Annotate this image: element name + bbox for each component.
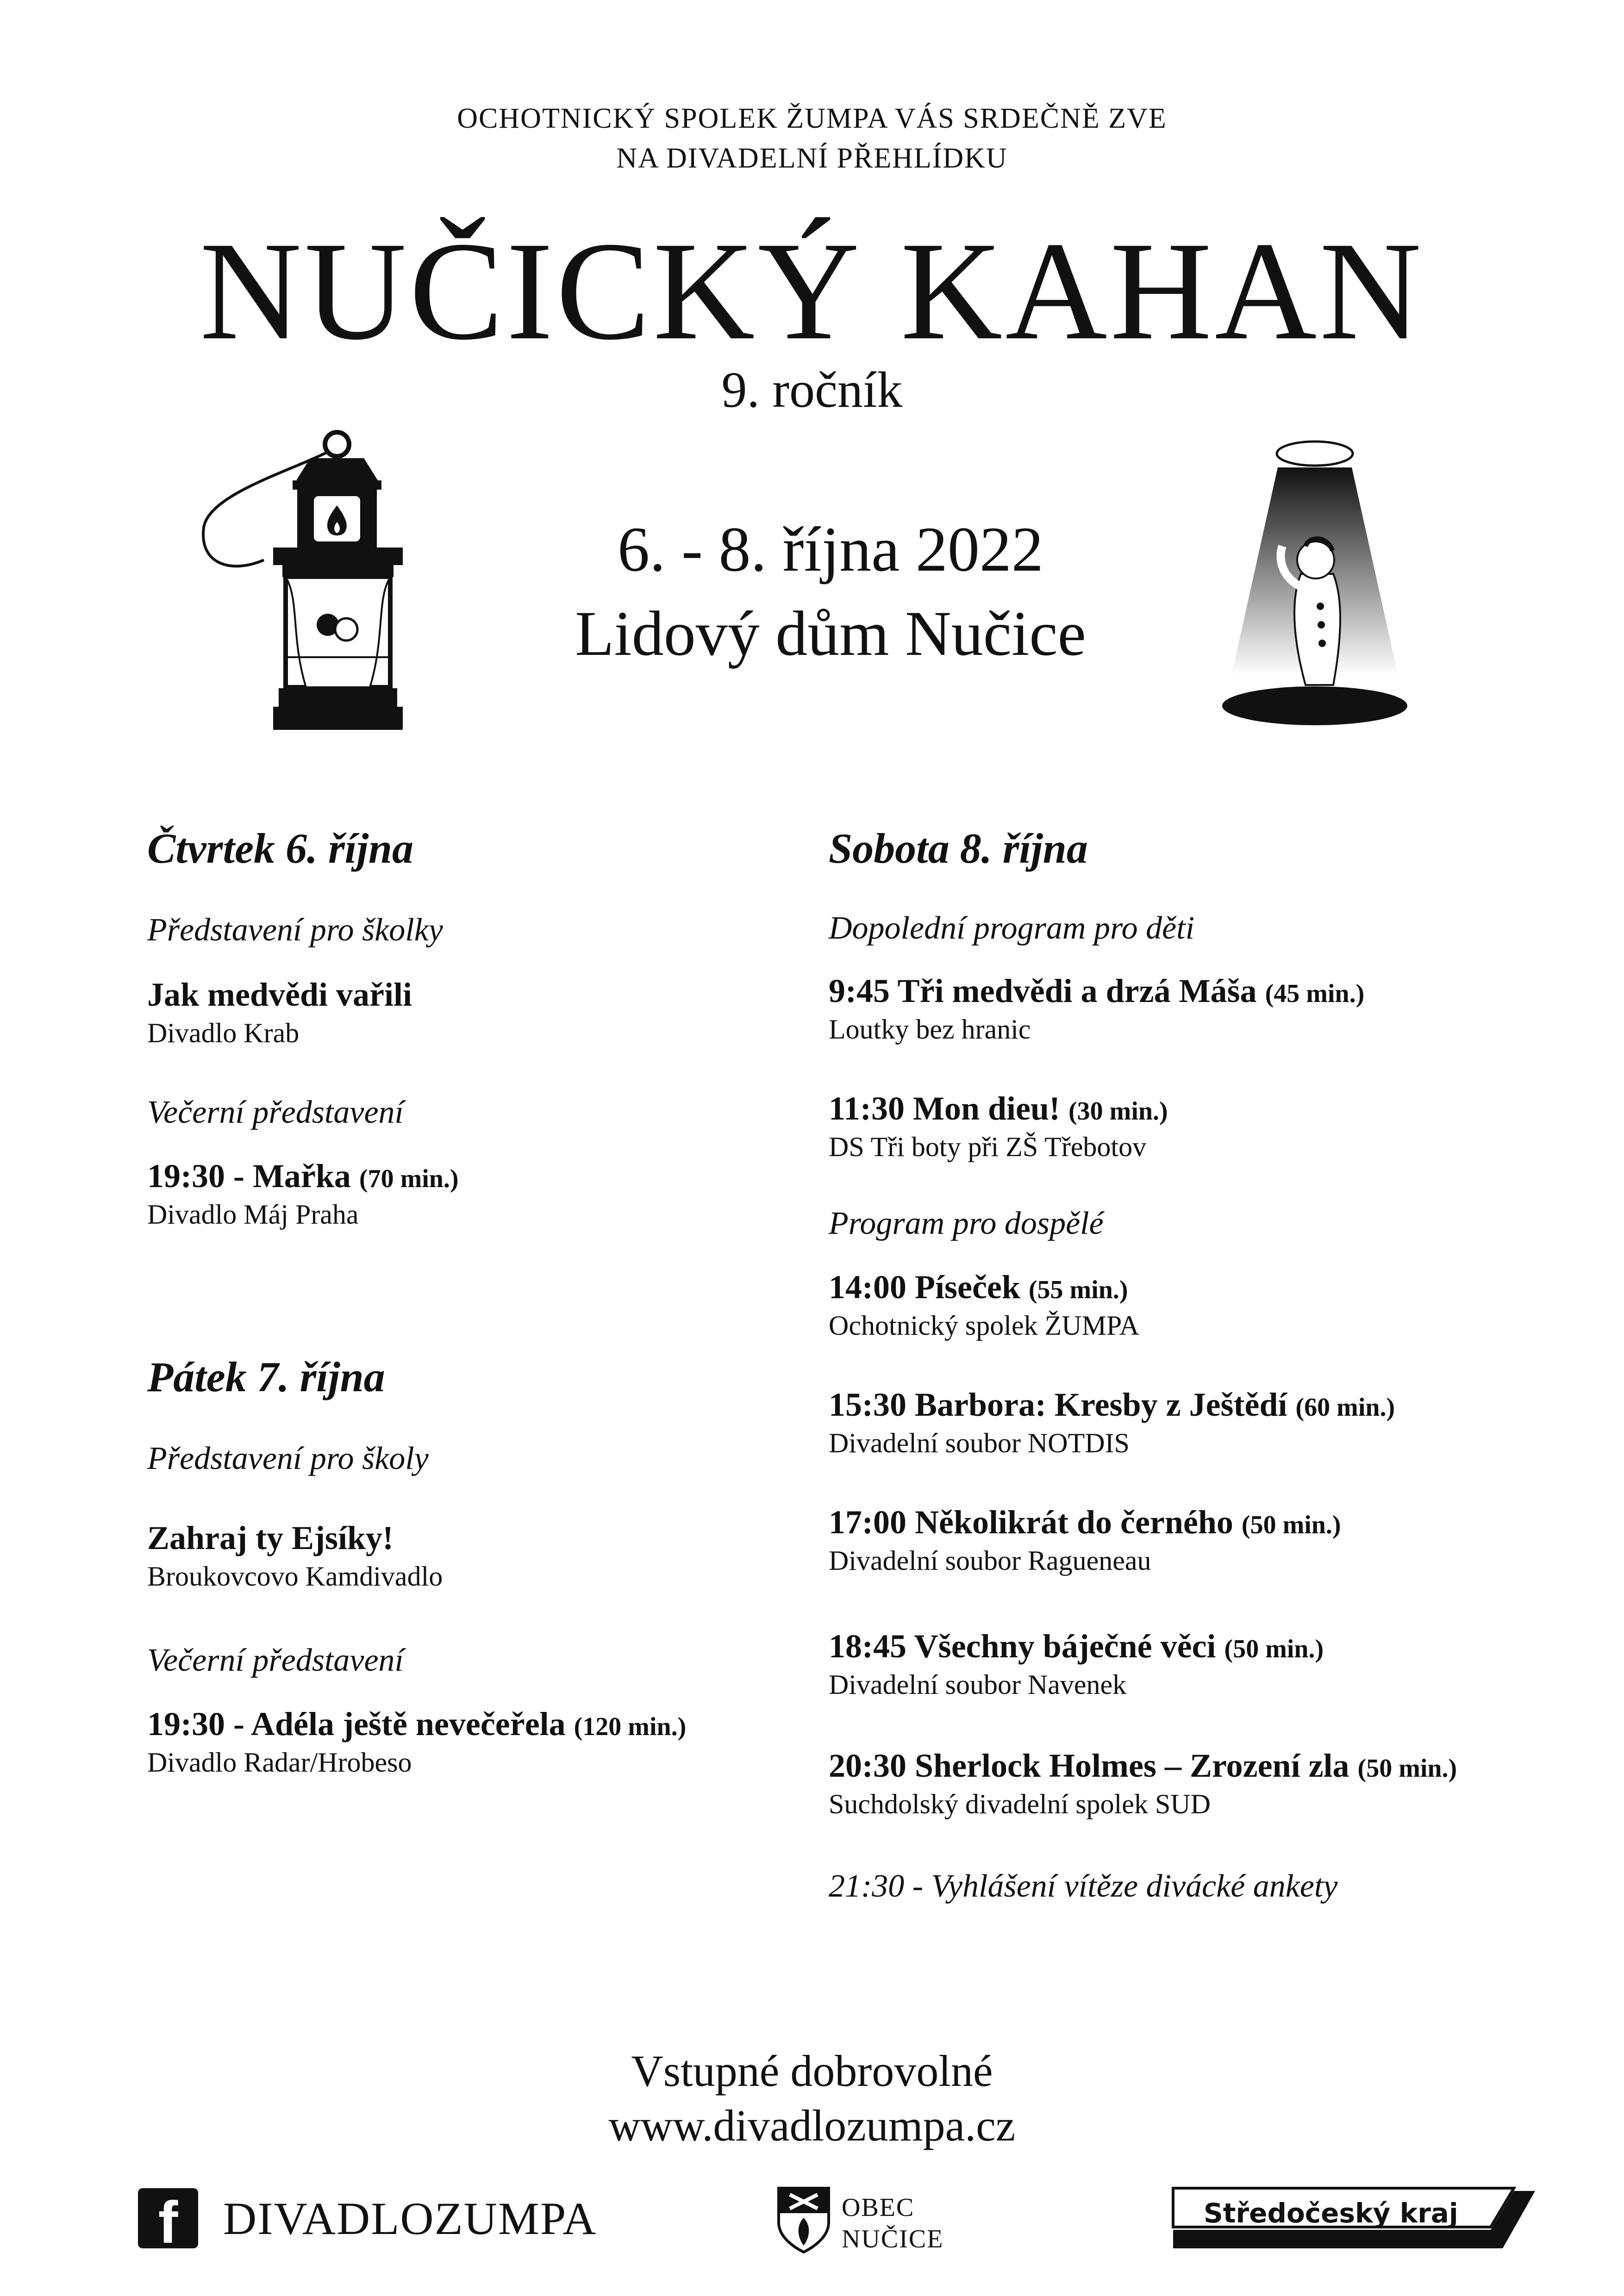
invite-line-2: NA DIVADELNÍ PŘEHLÍDKU (616, 143, 1008, 174)
show-duration: (50 min.) (1224, 1635, 1324, 1663)
category-label: Dopolední program pro děti (829, 910, 1195, 946)
show-title: 19:30 - Mařka (70 min.) (147, 1157, 459, 1195)
day-heading-friday: Pátek 7. října (147, 1353, 385, 1400)
group-name: Loutky bez hranic (829, 1014, 1031, 1045)
day-heading-saturday: Sobota 8. října (829, 825, 1088, 872)
entry-info: Vstupné dobrovolné (631, 2046, 993, 2096)
group-name: Broukovcovo Kamdivadlo (147, 1561, 443, 1592)
show-duration: (50 min.) (1357, 1754, 1457, 1783)
show-title: 18:45 Všechny báječné věci (50 min.) (829, 1628, 1324, 1665)
show-title: 14:00 Píseček (55 min.) (829, 1269, 1128, 1306)
show-duration: (60 min.) (1295, 1393, 1395, 1422)
group-name: Divadelní soubor NOTDIS (829, 1428, 1130, 1458)
facebook-icon[interactable]: f (138, 2188, 198, 2248)
show-title: Jak medvědi vařili (147, 976, 412, 1013)
show-duration: (45 min.) (1265, 979, 1365, 1008)
category-label: Představení pro školy (147, 1441, 429, 1476)
obec-line-2: NUČICE (842, 2225, 944, 2253)
group-name: DS Tři boty při ZŠ Třebotov (829, 1132, 1147, 1162)
obec-line-1: OBEC (842, 2193, 915, 2222)
show-duration: (70 min.) (359, 1164, 459, 1193)
group-name: Divadlo Radar/Hrobeso (147, 1747, 412, 1778)
website-link[interactable]: www.divadlozumpa.cz (608, 2101, 1016, 2150)
edition: 9. ročník (721, 361, 903, 418)
show-duration: (50 min.) (1241, 1511, 1341, 1539)
category-label: Večerní představení (147, 1095, 404, 1130)
show-title: 11:30 Mon dieu! (30 min.) (829, 1090, 1168, 1127)
show-duration: (30 min.) (1068, 1097, 1168, 1126)
category-label: Večerní představení (147, 1643, 404, 1678)
show-title: Zahraj ty Ejsíky! (147, 1519, 394, 1556)
show-title: 17:00 Několikrát do černého (50 min.) (829, 1504, 1341, 1541)
category-label: Představení pro školky (147, 912, 443, 948)
group-name: Divadelní soubor Navenek (829, 1669, 1127, 1700)
show-title: 19:30 - Adéla ještě nevečeřela (120 min.) (147, 1705, 687, 1742)
show-title: 9:45 Tři medvědi a drzá Máša (45 min.) (829, 972, 1365, 1009)
kraj-label: Středočeský kraj (1204, 2197, 1458, 2229)
announcement: 21:30 - Vyhlášení vítěze divácké ankety (829, 1868, 1338, 1904)
festival-venue: Lidový dům Nučice (575, 598, 1086, 669)
coat-of-arms-icon (776, 2185, 831, 2255)
show-title: 15:30 Barbora: Kresby z Ještědí (60 min.) (829, 1386, 1395, 1423)
group-name: Divadelní soubor Ragueneau (829, 1545, 1151, 1576)
group-name: Ochotnický spolek ŽUMPA (829, 1310, 1140, 1341)
group-name: Divadlo Krab (147, 1018, 300, 1048)
facebook-label[interactable]: DIVADLOZUMPA (223, 2193, 597, 2244)
group-name: Divadlo Máj Praha (147, 1199, 359, 1230)
invite-line-1: OCHOTNICKÝ SPOLEK ŽUMPA VÁS SRDEČNĚ ZVE (457, 103, 1167, 134)
day-heading-thursday: Čtvrtek 6. října (147, 825, 414, 872)
page-title: NUČICKÝ KAHAN (200, 212, 1424, 369)
festival-date: 6. - 8. října 2022 (618, 514, 1043, 585)
show-duration: (55 min.) (1028, 1276, 1128, 1304)
show-duration: (120 min.) (574, 1712, 687, 1741)
group-name: Suchdolský divadelní spolek SUD (829, 1789, 1211, 1819)
lantern-icon (194, 426, 407, 740)
spotlight-pierrot-icon (1213, 435, 1417, 731)
category-label: Program pro dospělé (829, 1206, 1104, 1241)
show-title: 20:30 Sherlock Holmes – Zrození zla (50 min.) (829, 1747, 1457, 1784)
